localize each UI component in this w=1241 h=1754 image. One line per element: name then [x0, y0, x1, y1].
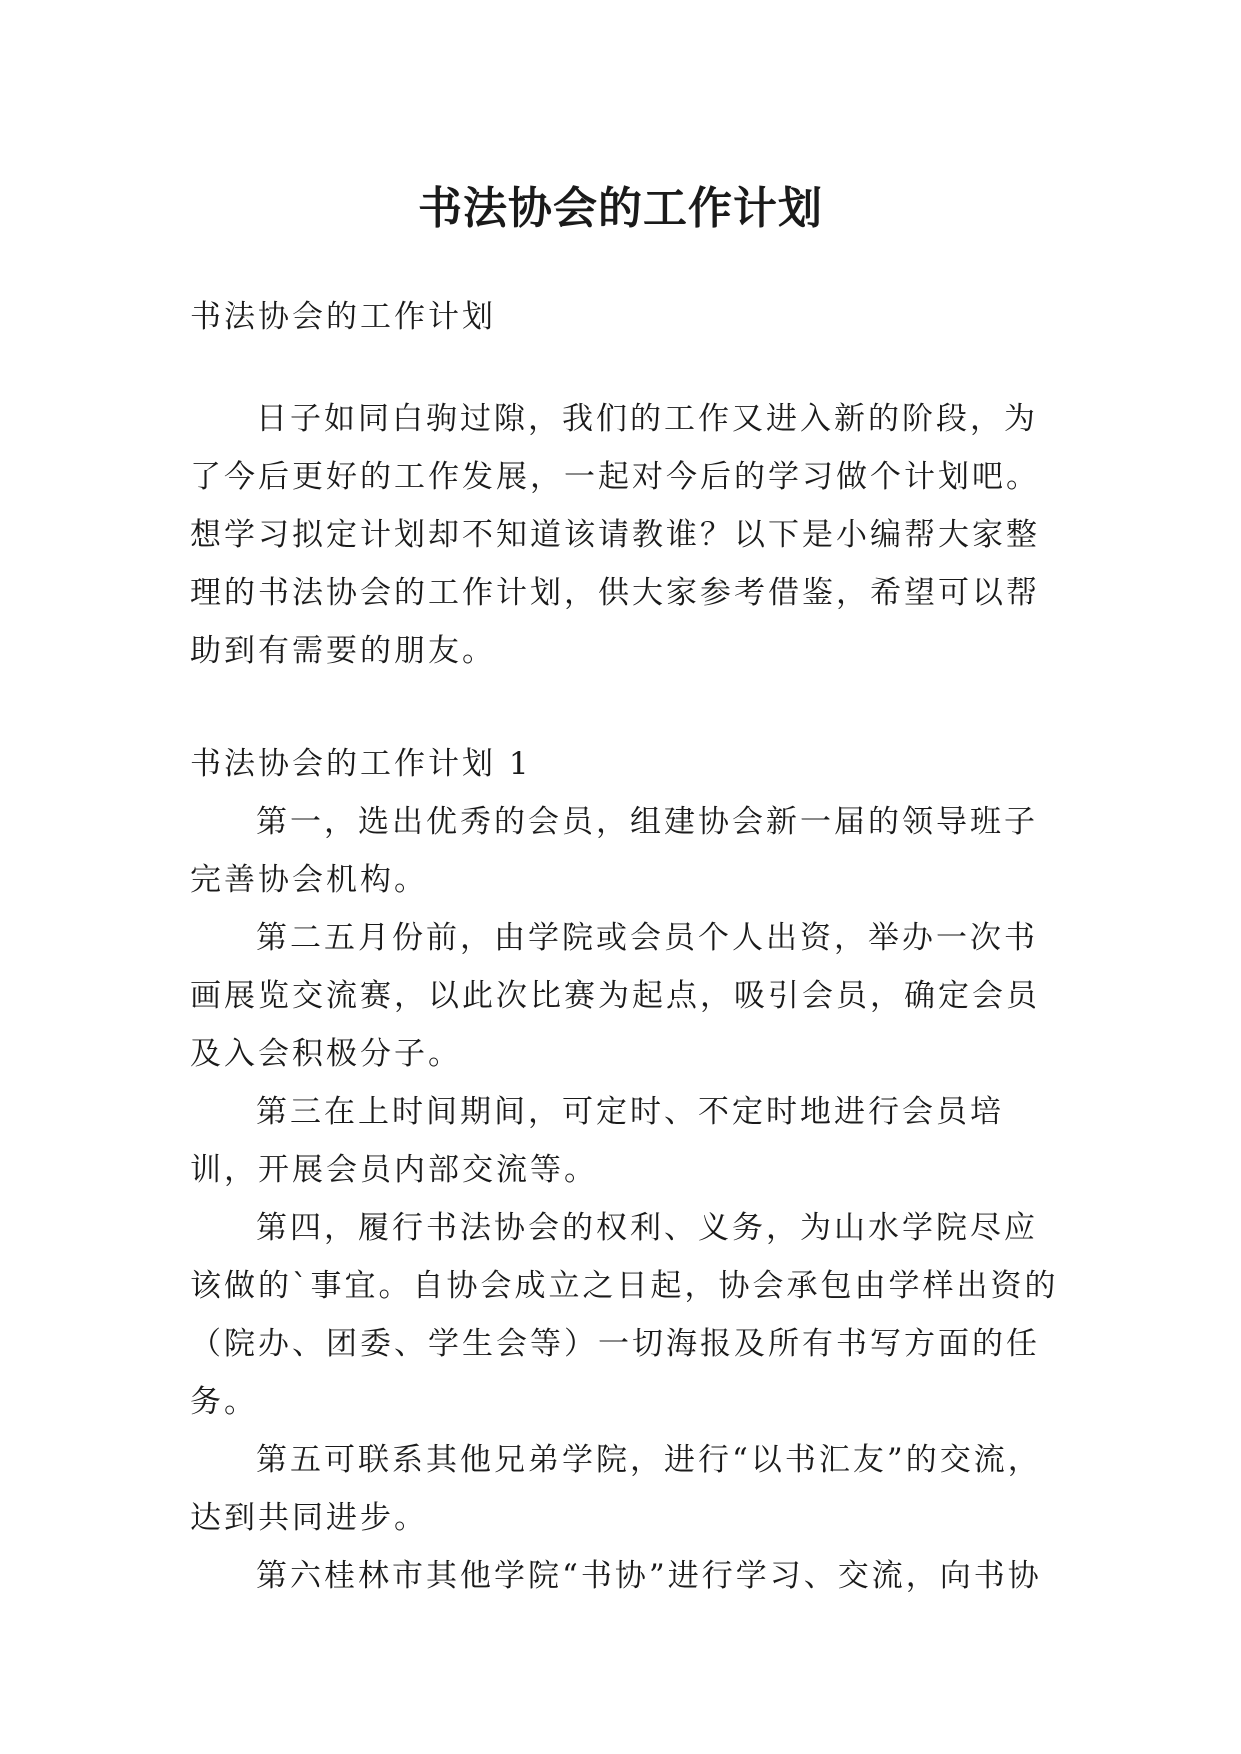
plan-item: 第三在上时间期间，可定时、不定时地进行会员培训，开展会员内部交流等。 [190, 1094, 1004, 1188]
plan-item: 第六桂林市其他学院“书协”进行学习、交流，向书协 [256, 1558, 1042, 1594]
plan-item: 第四，履行书法协会的权利、义务，为山水学院尽应该做的`事宜。自协会成立之日起，协会承包由学样出资的（院办、团委、学生会等）一切海报及所有书写方面的任务。 [190, 1210, 1059, 1420]
plan-item: 第五可联系其他兄弟学院，进行“以书汇友”的交流，达到共同进步。 [190, 1442, 1042, 1536]
intro-paragraph: 日子如同白驹过隙，我们的工作又进入新的阶段，为了今后更好的工作发展，一起对今后的学习做个计划吧。想学习拟定计划却不知道该请教谁？以下是小编帮大家整理的书法协会的工作计划，供大家参考借鉴，希望可以帮助到有需要的朋友。 [190, 401, 1040, 669]
plan-item: 第一，选出优秀的会员，组建协会新一届的领导班子完善协会机构。 [190, 804, 1038, 898]
document-subtitle: 书法协会的工作计划 [190, 299, 496, 335]
section-heading: 书法协会的工作计划 1 [190, 746, 532, 782]
document-body [190, 288, 1065, 1605]
document-title: 书法协会的工作计划 [418, 183, 823, 235]
plan-item: 第二五月份前，由学院或会员个人出资，举办一次书画展览交流赛，以此次比赛为起点，吸引会员，确定会员及入会积极分子。 [190, 920, 1040, 1072]
